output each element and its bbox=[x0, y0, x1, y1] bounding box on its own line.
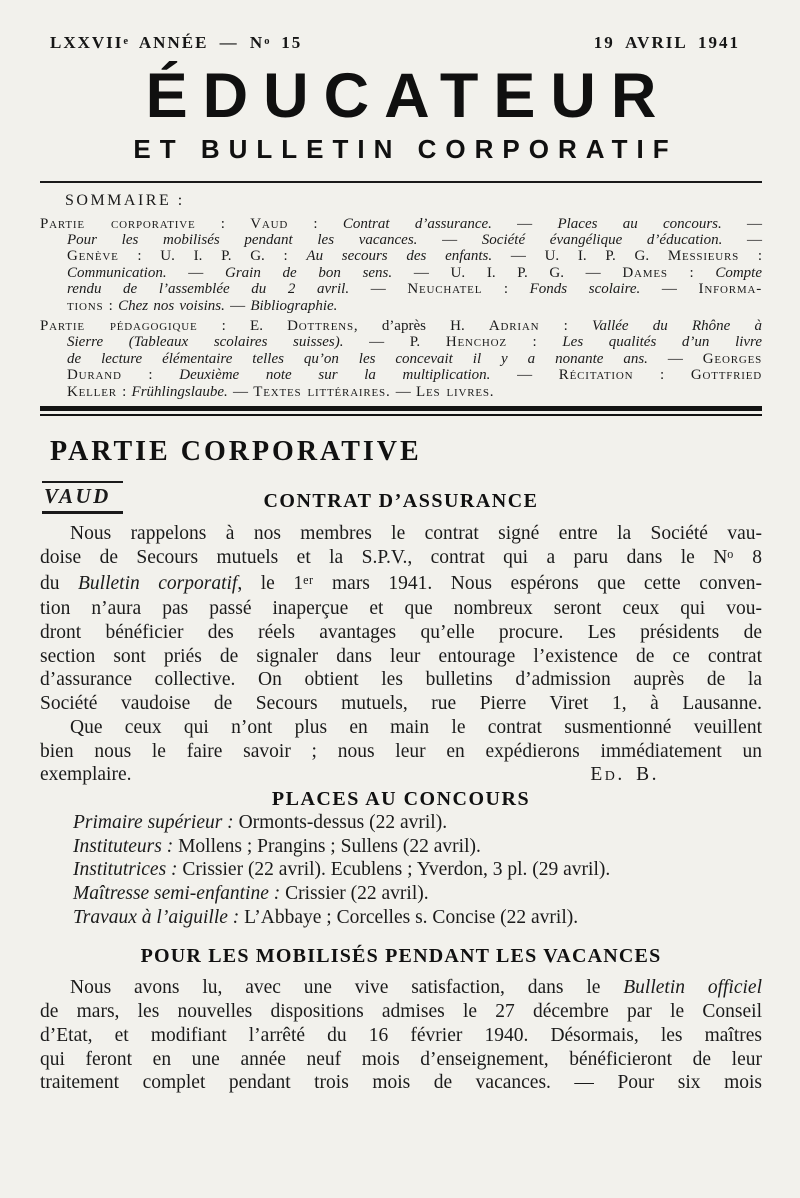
text-segment: Chez nos voisins. bbox=[118, 297, 225, 314]
text-segment: Partie corporative bbox=[40, 215, 196, 232]
text-line bbox=[40, 1000, 762, 1024]
text-segment: rendu de l’assemblée du 2 avril. bbox=[67, 281, 350, 298]
text-line bbox=[40, 216, 762, 232]
text-segment: section sont priés de signaler dans leur entourage l’existence de ce contrat bbox=[40, 645, 762, 667]
article-header-assurance bbox=[40, 480, 762, 522]
text-segment: Mollens ; Prangins ; Sullens (22 avril). bbox=[178, 835, 481, 857]
sommaire-label: SOMMAIRE : bbox=[65, 191, 185, 209]
text-segment: Fonds scolaire. bbox=[529, 281, 641, 298]
text-segment: Contrat d’assurance. bbox=[342, 215, 492, 232]
text-line bbox=[40, 384, 762, 400]
scanned-page bbox=[40, 0, 762, 1095]
text-line bbox=[40, 740, 762, 764]
assurance-paragraph-2 bbox=[40, 716, 762, 763]
text-segment: — bbox=[490, 367, 559, 384]
text-segment: : bbox=[506, 334, 563, 351]
text-segment: Places au concours. bbox=[557, 215, 722, 232]
text-segment: Primaire supérieur : bbox=[73, 811, 239, 833]
text-segment: , d’après H. bbox=[353, 317, 489, 334]
text-line bbox=[40, 281, 762, 297]
article-title-places-au-concours: PLACES AU CONCOURS bbox=[271, 787, 531, 810]
text-line bbox=[40, 858, 762, 882]
text-segment: 8 bbox=[733, 546, 762, 568]
text-segment: Nous rappelons à nos membres le contrat signé entre la Société vau- bbox=[70, 523, 762, 545]
text-segment: Henchoz bbox=[445, 334, 507, 351]
text-segment: Instituteurs : bbox=[73, 835, 179, 857]
text-line bbox=[40, 906, 762, 930]
text-segment: Pour les mobilisés pendant les vacances. bbox=[67, 231, 418, 248]
text-line bbox=[40, 597, 762, 621]
text-segment: Compte bbox=[715, 264, 763, 281]
sommaire-bottom-rule bbox=[40, 406, 762, 416]
text-segment: — bbox=[417, 231, 482, 248]
text-segment: Dottrens bbox=[287, 317, 354, 334]
mobilises-paragraph bbox=[40, 976, 762, 1095]
text-line bbox=[40, 232, 762, 248]
section-heading-partie-corporative: PARTIE CORPORATIVE bbox=[50, 435, 422, 467]
text-segment: de mars, les nouvelles dispositions admises le 27 décembre par le Conseil bbox=[40, 1001, 762, 1023]
text-segment: : bbox=[288, 215, 343, 232]
text-segment: — bbox=[224, 297, 251, 314]
text-segment: er bbox=[303, 572, 314, 587]
text-segment: o bbox=[727, 546, 734, 561]
text-segment: d’assurance collective. On obtient les bulletins d’admission auprès de la bbox=[40, 669, 762, 691]
text-line bbox=[40, 546, 762, 572]
text-segment: Ormonts-dessus (22 avril). bbox=[238, 811, 448, 833]
text-segment: Que ceux qui n’ont plus en main le contrat susmentionné veuillent bbox=[70, 716, 762, 738]
text-segment: traitement complet pendant trois mois de vacances. — Pour six mois bbox=[40, 1072, 762, 1094]
text-segment: Grain de bon sens. bbox=[224, 264, 393, 281]
text-line bbox=[40, 882, 762, 906]
text-segment: e bbox=[123, 35, 129, 47]
text-segment: qui feront en une année neuf mois d’enseignement, bénéficieront de leur bbox=[40, 1048, 762, 1070]
signature-row bbox=[40, 763, 762, 787]
text-segment: L’Abbaye ; Corcelles s. Concise (22 avril). bbox=[244, 906, 579, 928]
text-segment: Messieurs bbox=[667, 248, 740, 265]
text-segment: Vallée du Rhône à bbox=[591, 317, 762, 334]
text-line bbox=[40, 265, 762, 281]
text-line bbox=[40, 811, 762, 835]
text-segment: Récitation bbox=[558, 367, 634, 384]
text-segment: : bbox=[103, 297, 119, 314]
text-line bbox=[40, 522, 762, 546]
text-line bbox=[40, 334, 762, 350]
concours-list bbox=[40, 811, 762, 930]
text-segment: Bibliographie. bbox=[250, 297, 338, 314]
text-segment: — bbox=[721, 215, 763, 232]
text-line bbox=[40, 1071, 762, 1095]
text-segment: — P. bbox=[343, 334, 446, 351]
text-segment: Maîtresse semi-enfantine : bbox=[73, 883, 286, 905]
text-segment: bien nous le faire savoir ; nous leur en expédierons immédiatement un bbox=[40, 740, 762, 762]
text-segment: Sierre (Tableaux scolaires suisses). bbox=[67, 334, 344, 351]
text-segment: — bbox=[640, 281, 699, 298]
text-segment: : bbox=[121, 367, 180, 384]
text-line bbox=[40, 692, 762, 716]
journal-subtitle: ET BULLETIN CORPORATIF bbox=[133, 133, 678, 164]
text-segment: o bbox=[264, 35, 270, 47]
text-segment: — bbox=[722, 231, 763, 248]
text-segment: Travaux à l’aiguille : bbox=[73, 906, 245, 928]
text-segment: , le 1 bbox=[237, 572, 304, 594]
text-segment: — bbox=[349, 281, 408, 298]
text-segment: Adrian bbox=[488, 317, 540, 334]
text-segment: Textes littéraires. bbox=[253, 383, 391, 400]
text-line bbox=[40, 351, 762, 367]
text-segment: — U. I. P. G. bbox=[492, 248, 668, 265]
text-segment: : bbox=[667, 264, 716, 281]
text-segment: tion n’aura pas passé inaperçue et que nombreux seront ceux qui vou- bbox=[40, 598, 762, 620]
text-segment: Informa- bbox=[698, 281, 763, 298]
text-segment: Crissier (22 avril). Ecublens ; Yverdon, 3 pl. (29 avril). bbox=[182, 859, 611, 881]
text-segment: d’Etat, et modifiant l’arrêté du 16 février 1940. Désormais, les maîtres bbox=[40, 1024, 762, 1046]
text-segment: : U. I. P. G. : bbox=[118, 248, 307, 265]
text-segment: dront bénéficier des réels avantages qu’elle procure. Les présidents de bbox=[40, 621, 762, 643]
issue-date: 19 AVRIL 1941 bbox=[593, 33, 740, 52]
text-segment: de lecture élémentaire telles qu’on les concevait il y a nonante ans. bbox=[67, 350, 648, 367]
text-segment: Frühlingslaube. bbox=[131, 383, 228, 400]
text-line bbox=[40, 1024, 762, 1048]
article-title-mobilises: POUR LES MOBILISÉS PENDANT LES VACANCES bbox=[140, 945, 662, 968]
text-line bbox=[40, 1048, 762, 1072]
text-segment: doise de Secours mutuels et la S.P.V., contrat qui a paru dans le N bbox=[40, 546, 728, 568]
text-line bbox=[40, 976, 762, 1000]
text-segment: tions bbox=[67, 297, 104, 314]
text-segment: : bbox=[116, 383, 132, 400]
text-segment: : bbox=[739, 248, 762, 265]
text-segment: : bbox=[482, 281, 530, 298]
text-line bbox=[40, 572, 762, 598]
text-segment: Les livres. bbox=[416, 383, 495, 400]
region-label-vaud: VAUD bbox=[42, 481, 123, 514]
text-segment: 15 bbox=[269, 33, 303, 52]
text-segment: — bbox=[647, 350, 703, 367]
text-segment: LXXVII bbox=[50, 33, 124, 52]
text-segment: du bbox=[40, 572, 79, 594]
text-line bbox=[40, 248, 762, 264]
text-segment: — U. I. P. G. — bbox=[392, 264, 623, 281]
text-line bbox=[40, 367, 762, 383]
text-segment: Keller bbox=[67, 383, 117, 400]
text-segment: Bulletin corporatif bbox=[78, 572, 238, 594]
text-line bbox=[40, 645, 762, 669]
text-line bbox=[40, 835, 762, 859]
text-segment: mars 1941. Nous espérons que cette conven- bbox=[313, 572, 763, 594]
text-segment: : bbox=[633, 367, 691, 384]
text-segment: Société vaudoise de Secours mutuels, rue Pierre Viret 1, à Lausanne. bbox=[40, 693, 762, 715]
text-segment: Au secours des enfants. bbox=[306, 248, 493, 265]
text-segment: Société évangélique d’éducation. bbox=[481, 231, 723, 248]
text-segment: Neuchatel bbox=[407, 281, 483, 298]
text-line bbox=[40, 318, 762, 334]
text-segment: : bbox=[195, 215, 251, 232]
sommaire-pedagogique-entry bbox=[40, 318, 762, 400]
text-line bbox=[40, 621, 762, 645]
text-segment: Gottfried bbox=[690, 367, 763, 384]
text-segment: Nous avons lu, avec une vive satisfaction, dans le bbox=[70, 977, 624, 999]
journal-title: ÉDUCATEUR bbox=[145, 61, 672, 131]
text-segment: Dames bbox=[622, 264, 668, 281]
text-line bbox=[40, 668, 762, 692]
text-segment: Georges bbox=[702, 350, 763, 367]
text-segment: : E. bbox=[197, 317, 288, 334]
sommaire-corporative-entry bbox=[40, 216, 762, 314]
text-segment: Communication. bbox=[67, 264, 167, 281]
text-segment: Deuxième note sur la multiplication. bbox=[179, 367, 491, 384]
text-segment: — bbox=[390, 383, 417, 400]
text-segment: Vaud bbox=[250, 215, 289, 232]
text-segment: Bulletin officiel bbox=[623, 977, 762, 999]
text-line bbox=[40, 298, 762, 314]
sommaire bbox=[40, 192, 762, 400]
paragraph-closing-word: exemplaire. bbox=[40, 764, 132, 786]
assurance-paragraph-1 bbox=[40, 522, 762, 716]
text-segment: Durand bbox=[67, 367, 122, 384]
text-segment: Les qualités d’un livre bbox=[562, 334, 762, 351]
text-segment: Crissier (22 avril). bbox=[285, 883, 429, 905]
text-segment: — bbox=[491, 215, 558, 232]
text-line bbox=[40, 716, 762, 740]
text-segment: Partie pédagogique bbox=[40, 317, 198, 334]
article-title-contrat-assurance: CONTRAT D’ASSURANCE bbox=[263, 490, 539, 513]
text-segment: Institutrices : bbox=[73, 859, 183, 881]
text-segment: : bbox=[539, 317, 592, 334]
header-divider-rule bbox=[40, 181, 762, 183]
text-segment: — bbox=[166, 264, 225, 281]
author-initials: Ed. B. bbox=[590, 764, 659, 786]
text-segment: Genève bbox=[67, 248, 119, 265]
issue-number bbox=[50, 33, 302, 53]
text-segment: ANNÉE — N bbox=[128, 33, 265, 52]
masthead bbox=[40, 0, 762, 53]
text-segment: — bbox=[227, 383, 254, 400]
